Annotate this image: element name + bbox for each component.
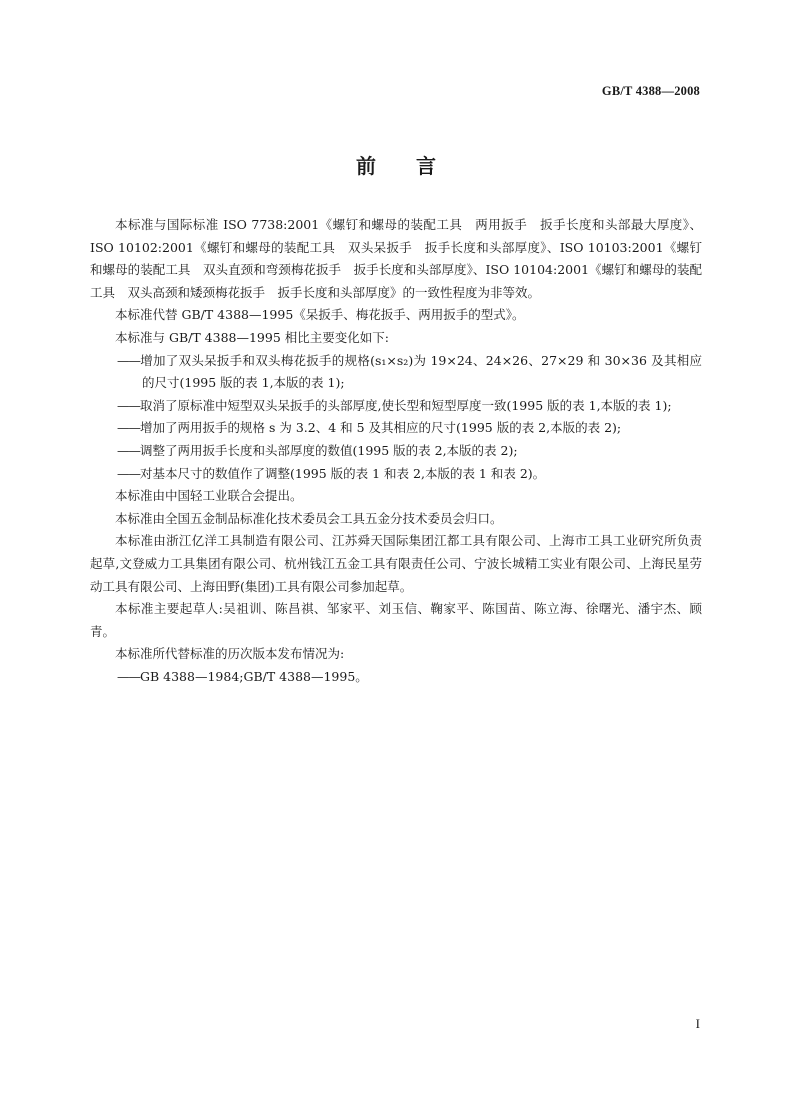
change-item — [90, 417, 702, 440]
paragraph-drafters: 本标准主要起草人:吴祖训、陈昌祺、邹家平、刘玉信、鞠家平、陈国苗、陈立海、徐曙光、潘宇杰、顾青。 — [90, 601, 702, 639]
paragraph-history-intro: 本标准所代替标准的历次版本发布情况为: — [115, 646, 345, 662]
dash-mark: —— — [117, 397, 140, 413]
history-item — [90, 666, 702, 689]
change-item-text: 增加了两用扳手的规格 s 为 3.2、4 和 5 及其相应的尺寸(1995 版的表 2,本版的表 2); — [140, 420, 622, 436]
standard-number: GB/T 4388—2008 — [601, 84, 700, 98]
change-item-text: 取消了原标准中短型双头呆扳手的头部厚度,使长型和短型厚度一致(1995 版的表 1,本版的表 1); — [140, 397, 672, 413]
dash-mark: —— — [117, 352, 140, 368]
change-item — [90, 395, 702, 418]
change-item-text: 增加了双头呆扳手和双头梅花扳手的规格(s₁×s₂)为 19×24、24×26、27×29 和 30×36 及其相应的尺寸(1995 版的表 1,本版的表 1); — [140, 352, 702, 391]
dash-mark: —— — [117, 668, 140, 684]
page-title: 前言 — [356, 154, 476, 178]
paragraph-proposer: 本标准由中国轻工业联合会提出。 — [115, 488, 303, 504]
dash-mark: —— — [117, 420, 140, 436]
paragraph-drafting-orgs: 本标准由浙江亿洋工具制造有限公司、江苏舜天国际集团江都工具有限公司、上海市工具工业研究所负责起草,文登威力工具集团有限公司、杭州钱江五金工具有限责任公司、宁波长城精工实业有限公司、上海民星劳动工具有限公司、上海田野(集团)工具有限公司参加起草。 — [90, 533, 702, 594]
page-number: I — [695, 1016, 700, 1031]
history-item-text: GB 4388—1984;GB/T 4388—1995。 — [140, 668, 368, 684]
paragraph-changes-intro: 本标准与 GB/T 4388—1995 相比主要变化如下: — [115, 329, 389, 345]
change-item-text: 对基本尺寸的数值作了调整(1995 版的表 1 和表 2,本版的表 1 和表 2)。 — [140, 465, 546, 481]
change-item — [90, 463, 702, 486]
change-item — [90, 350, 702, 395]
paragraph-relation: 本标准与国际标准 ISO 7738:2001《螺钉和螺母的装配工具 两用扳手 扳手长度和头部最大厚度》、ISO 10102:2001《螺钉和螺母的装配工具 双头呆扳手 扳手长度和头部厚度》、ISO 10103:2001《螺钉和螺母的装配工具 双头直颈和弯颈梅花扳手 扳手长度和头部厚度》、ISO 10104:2001《螺钉和螺母的装配工具 双头高颈和矮颈梅花扳手 扳手长度和头部厚度》的一致性程度为非等效。 — [90, 217, 702, 300]
change-item-text: 调整了两用扳手长度和头部厚度的数值(1995 版的表 2,本版的表 2); — [140, 442, 518, 458]
change-item — [90, 440, 702, 463]
foreword-body — [90, 214, 702, 688]
dash-mark: —— — [117, 442, 140, 458]
dash-mark: —— — [117, 465, 140, 481]
paragraph-replaces: 本标准代替 GB/T 4388—1995《呆扳手、梅花扳手、两用扳手的型式》。 — [115, 307, 525, 323]
paragraph-committee: 本标准由全国五金制品标准化技术委员会工具五金分技术委员会归口。 — [115, 510, 503, 526]
